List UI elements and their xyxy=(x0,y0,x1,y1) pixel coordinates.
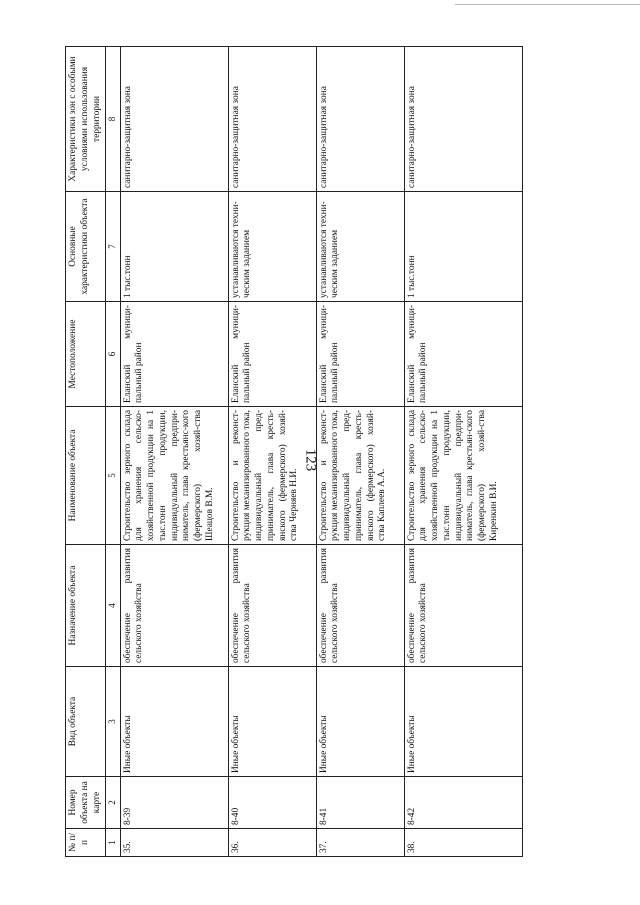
table-row xyxy=(228,47,316,857)
table-row xyxy=(404,47,522,857)
col-number: 4 xyxy=(106,545,120,667)
object-name: Строительство зерного склада для хранения сельско-хозяйственной продукции на 1 тыс.тонн продукции, индивидуальный предпри-ниматель, глава крестьян-ского (фермерского) хозяй-ства Киренкин В.И. xyxy=(404,407,522,545)
object-purpose: обеспечение развития сельского хозяйства xyxy=(228,545,316,667)
col-number: 6 xyxy=(106,302,120,407)
col-header: Наименование объекта xyxy=(66,407,106,545)
object-location: Еланский муници-пальный район xyxy=(316,302,404,407)
col-number: 2 xyxy=(106,777,120,829)
object-kind: Иные объекты xyxy=(228,667,316,777)
col-number: 1 xyxy=(106,829,120,857)
column-number-row xyxy=(106,47,120,857)
col-header: № п/п xyxy=(66,829,106,857)
col-header: Номер объекта на карте xyxy=(66,777,106,829)
object-characteristics: 1 тыс.тонн xyxy=(120,192,228,302)
object-characteristics: устанавливаются техни-ческим заданием xyxy=(228,192,316,302)
col-number: 3 xyxy=(106,667,120,777)
zone-characteristics: санитарно-защитная зона xyxy=(120,47,228,192)
col-number: 8 xyxy=(106,47,120,192)
col-header: Назначение объекта xyxy=(66,545,106,667)
col-number: 7 xyxy=(106,192,120,302)
zone-characteristics: санитарно-защитная зона xyxy=(228,47,316,192)
object-purpose: обеспечение развития сельского хозяйства xyxy=(316,545,404,667)
row-number: 36. xyxy=(228,829,316,857)
object-name: Строительство зерного склада для хранения сельско-хозяйственной продукции на 1 тыс.тонн продукции, индивидуальный предпри-ниматель, глава крестьянс-кого (фермерского) хозяй-ства Шеацов В.М. xyxy=(120,407,228,545)
col-header: Вид объекта xyxy=(66,667,106,777)
col-header: Местоположение xyxy=(66,302,106,407)
object-kind: Иные объекты xyxy=(120,667,228,777)
table-row xyxy=(120,47,228,857)
row-number: 38. xyxy=(404,829,522,857)
row-number: 37. xyxy=(316,829,404,857)
map-number: 8-42 xyxy=(404,777,522,829)
col-header: Основные характеристики объекта xyxy=(66,192,106,302)
col-number: 5 xyxy=(106,407,120,545)
object-location: Еланский муници-пальный район xyxy=(120,302,228,407)
object-kind: Иные объекты xyxy=(404,667,522,777)
object-purpose: обеспечение развития сельского хозяйства xyxy=(404,545,522,667)
object-characteristics: устанавливаются техни-ческим заданием xyxy=(316,192,404,302)
table-row xyxy=(316,47,404,857)
object-characteristics: 1 тыс.тонн xyxy=(404,192,522,302)
map-number: 8-41 xyxy=(316,777,404,829)
header-row xyxy=(66,47,106,857)
object-location: Еланский муници-пальный район xyxy=(404,302,522,407)
object-name: Строительство и реконст-рукция механизированного тока, индивидуальный пред-приниматель, глава кресть-янского (фермерского) хозяй-ства Черняев Н.И. xyxy=(228,407,316,545)
objects-table xyxy=(65,46,523,857)
zone-characteristics: санитарно-защитная зона xyxy=(316,47,404,192)
object-purpose: обеспечение развития сельского хозяйства xyxy=(120,545,228,667)
rotated-table-container xyxy=(65,47,575,857)
map-number: 8-39 xyxy=(120,777,228,829)
object-name: Строительство и реконст-рукция механизированного тока, индивидуальный пред-приниматель, глава кресть-янского (фермерского) хозяй-ства Каплеев А.А. xyxy=(316,407,404,545)
object-location: Еланский муници-пальный район xyxy=(228,302,316,407)
col-header: Характеристики зон с особыми условиями использования территории xyxy=(66,47,106,192)
page-number: 123 xyxy=(302,448,319,472)
row-number: 35. xyxy=(120,829,228,857)
map-number: 8-40 xyxy=(228,777,316,829)
object-kind: Иные объекты xyxy=(316,667,404,777)
zone-characteristics: санитарно-защитная зона xyxy=(404,47,522,192)
